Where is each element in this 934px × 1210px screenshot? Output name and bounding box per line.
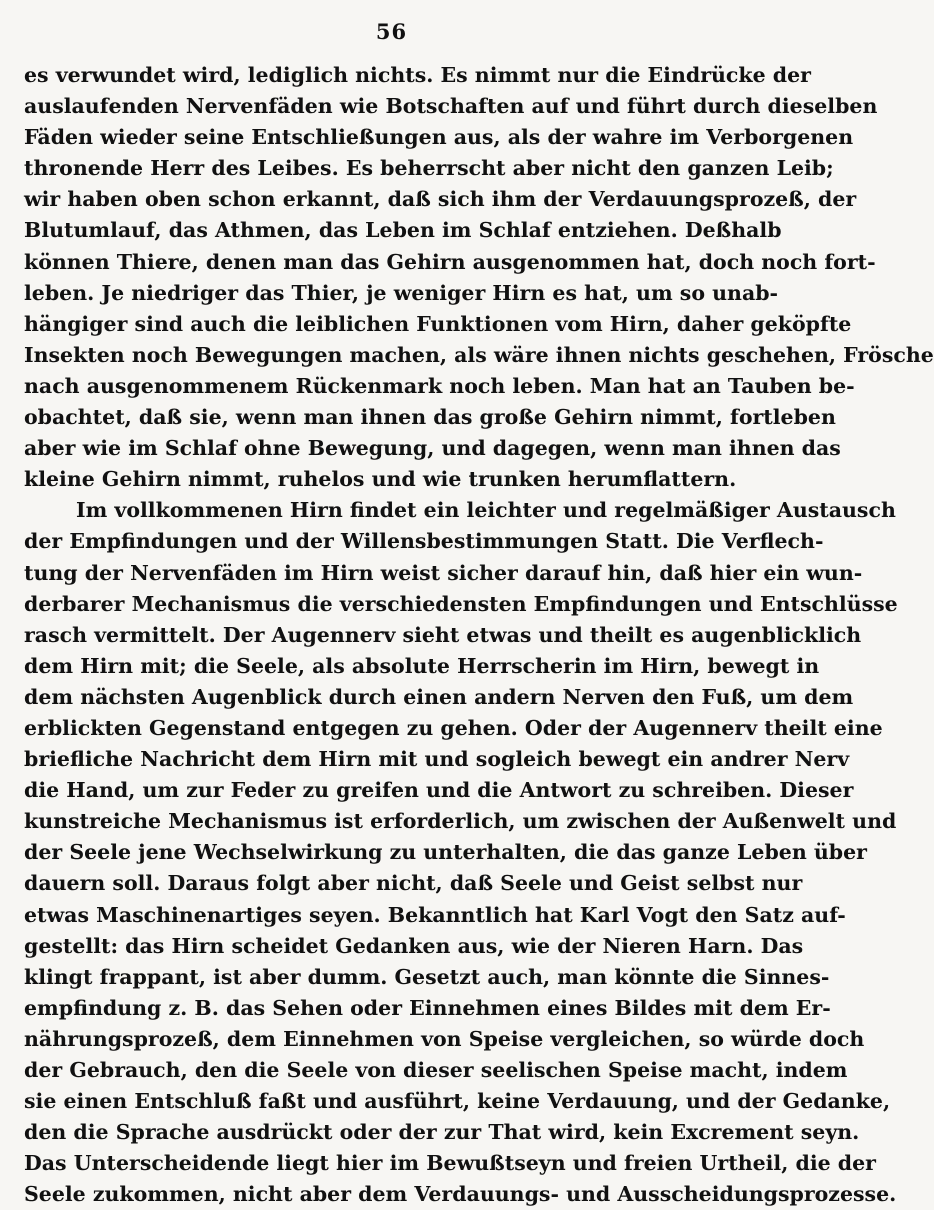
- text-line: sie einen Entschluß faßt und ausführt, keine Verdauung, und der Gedanke,: [24, 1089, 891, 1114]
- text-line: Im vollkommenen Hirn findet ein leichter und regelmäßiger Austausch: [76, 498, 896, 523]
- text-line: nach ausgenommenem Rückenmark noch leben. Man hat an Tauben be-: [24, 373, 855, 398]
- text-line: aber wie im Schlaf ohne Bewegung, und dagegen, wenn man ihnen das: [24, 436, 841, 461]
- paragraph-2: [24, 495, 898, 1210]
- text-line: thronende Herr des Leibes. Es beherrscht aber nicht den ganzen Leib;: [24, 156, 834, 181]
- text-line: gestellt: das Hirn scheidet Gedanken aus, wie der Nieren Harn. Das: [24, 933, 804, 958]
- text-line: es verwundet wird, lediglich nichts. Es nimmt nur die Eindrücke der: [24, 63, 811, 87]
- text-line: derbarer Mechanismus die verschiedensten Empfindungen und Entschlüsse: [24, 591, 898, 616]
- text-line: der Gebrauch, den die Seele von dieser seelischen Speise macht, indem: [24, 1058, 848, 1082]
- page-number: 56: [375, 19, 408, 44]
- text-line: klingt frappant, ist aber dumm. Gesetzt auch, man könnte die Sinnes-: [24, 964, 830, 989]
- body-text: [24, 60, 934, 1210]
- text-line: erblickten Gegenstand entgegen zu gehen. Oder der Augennerv theilt eine: [24, 715, 883, 740]
- text-line: dem nächsten Augenblick durch einen andern Nerven den Fuß, um dem: [24, 684, 854, 709]
- text-line: kleine Gehirn nimmt, ruhelos und wie trunken herumflattern.: [24, 467, 737, 492]
- text-line: empfindung z. B. das Sehen oder Einnehmen eines Bildes mit dem Er-: [24, 995, 831, 1020]
- text-line: dauern soll. Daraus folgt aber nicht, daß Seele und Geist selbst nur: [24, 871, 803, 896]
- text-line: leben. Je niedriger das Thier, je weniger Hirn es hat, um so unab-: [24, 280, 779, 305]
- text-line: briefliche Nachricht dem Hirn mit und sogleich bewegt ein andrer Nerv: [24, 747, 850, 772]
- text-line: dem Hirn mit; die Seele, als absolute Herrscherin im Hirn, bewegt in: [24, 653, 820, 678]
- text-line: tung der Nervenfäden im Hirn weist sicher darauf hin, daß hier ein wun-: [24, 560, 863, 585]
- text-line: die Hand, um zur Feder zu greifen und die Antwort zu schreiben. Dieser: [24, 778, 854, 803]
- text-line: Seele zukommen, nicht aber dem Verdauungs- und Ausscheidungsprozesse.: [24, 1182, 897, 1207]
- text-line: Fäden wieder seine Entschließungen aus, als der wahre im Verborgenen: [24, 125, 854, 150]
- text-line: der Empfindungen und der Willensbestimmungen Statt. Die Verflech-: [24, 529, 824, 554]
- text-line: Insekten noch Bewegungen machen, als wäre ihnen nichts geschehen, Frösche: [24, 342, 934, 367]
- text-line: der Seele jene Wechselwirkung zu unterhalten, die das ganze Leben über: [24, 840, 867, 865]
- text-line: Das Unterscheidende liegt hier im Bewußtseyn und freien Urtheil, die der: [24, 1151, 876, 1176]
- text-line: auslaufenden Nervenfäden wie Botschaften auf und führt durch dieselben: [24, 94, 878, 119]
- text-line: wir haben oben schon erkannt, daß sich ihm der Verdauungsprozeß, der: [24, 187, 857, 212]
- text-line: nährungsprozeß, dem Einnehmen von Speise vergleichen, so würde doch: [24, 1026, 865, 1051]
- text-line: hängiger sind auch die leiblichen Funktionen vom Hirn, daher geköpfte: [24, 311, 852, 336]
- text-line: obachtet, daß sie, wenn man ihnen das große Gehirn nimmt, fortleben: [24, 405, 836, 430]
- text-line: Blutumlauf, das Athmen, das Leben im Schlaf entziehen. Deßhalb: [24, 218, 782, 243]
- text-line: etwas Maschinenartiges seyen. Bekanntlich hat Karl Vogt den Satz auf-: [24, 902, 846, 927]
- text-line: rasch vermittelt. Der Augennerv sieht etwas und theilt es augenblicklich: [24, 622, 862, 647]
- text-line: den die Sprache ausdrückt oder der zur That wird, kein Excrement seyn.: [24, 1120, 860, 1145]
- text-line: können Thiere, denen man das Gehirn ausgenommen hat, doch noch fort-: [24, 249, 876, 274]
- text-line: kunstreiche Mechanismus ist erforderlich, um zwischen der Außenwelt und: [24, 809, 897, 834]
- paragraph-1: [24, 60, 934, 495]
